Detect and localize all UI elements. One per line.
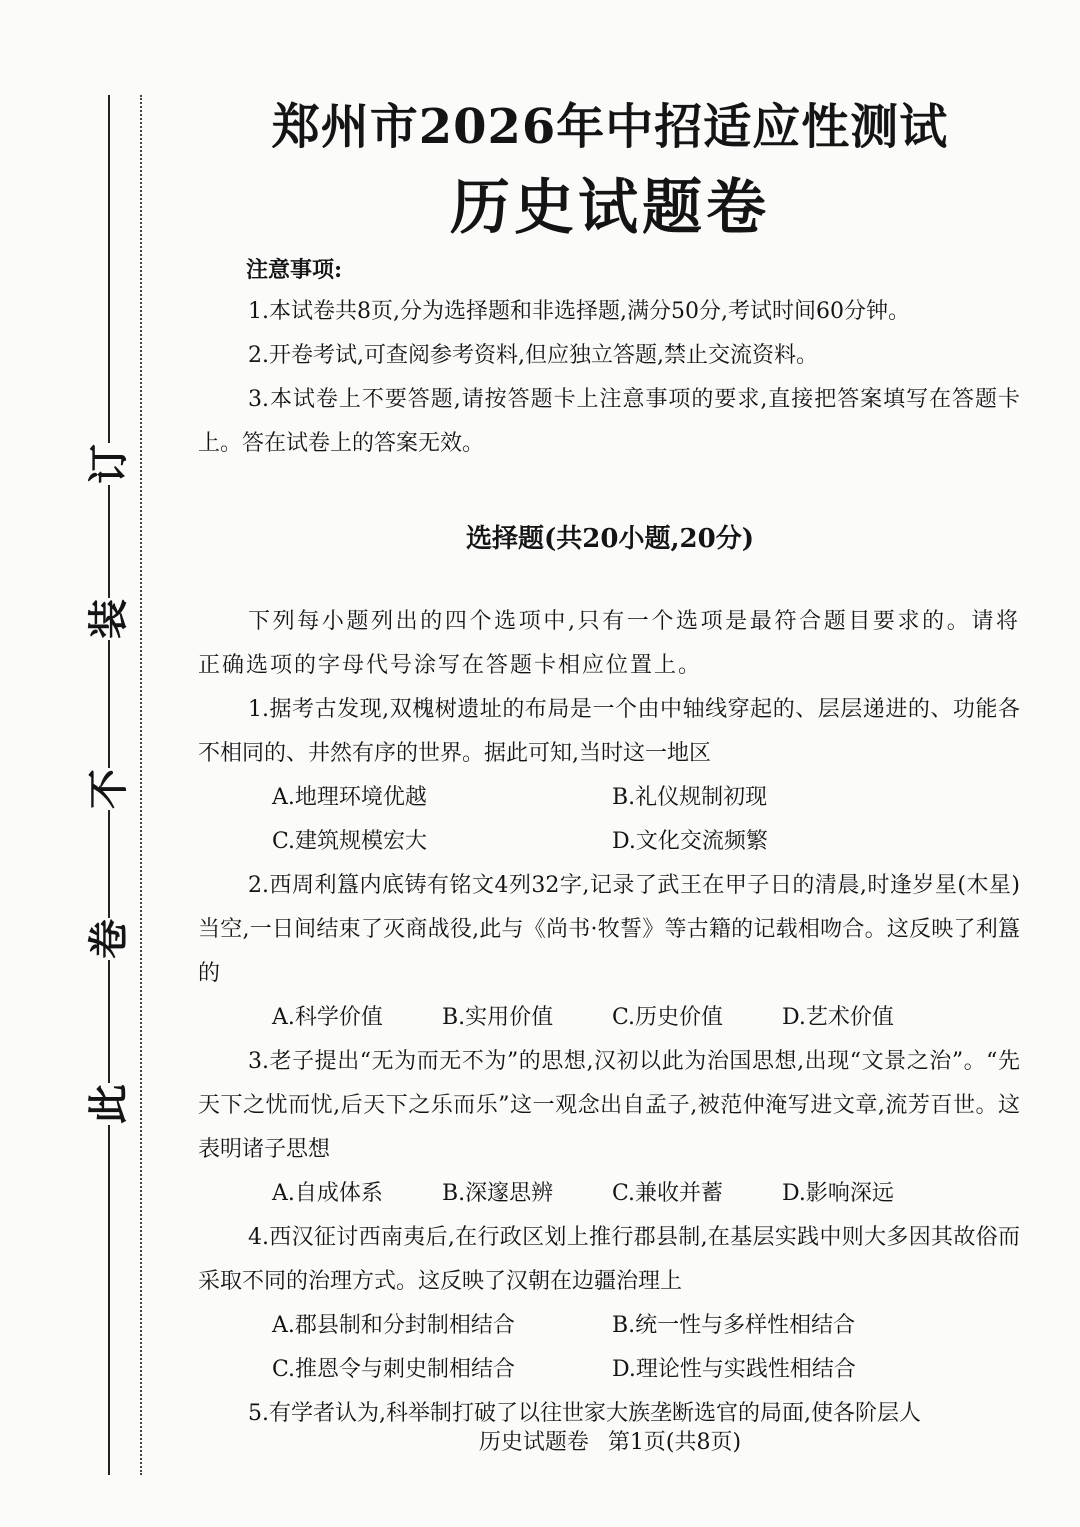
notice-item: 3.本试卷上不要答题,请按答题卡上注意事项的要求,直接把答案填写在答题卡上。答在试卷上的答案无效。: [198, 387, 1020, 456]
notice-item: 2.开卷考试,可查阅参考资料,但应独立答题,禁止交流资料。: [248, 343, 818, 368]
question-stem: 3.老子提出“无为而无不为”的思想,汉初以此为治国思想,出现“文景之治”。“先天下之忧而忧,后天下之乐而乐”这一观念出自孟子,被范仲淹写进文章,流芳百世。这表明诸子思想: [198, 1049, 1020, 1162]
binding-char: 订: [85, 444, 132, 484]
footer-exam-name: 历史试题卷: [478, 1430, 589, 1455]
question-options: [198, 1172, 1020, 1216]
question-options: [198, 776, 1020, 864]
option: C.兼收并蓄: [612, 1181, 724, 1206]
option: B.统一性与多样性相结合: [612, 1313, 856, 1338]
option: C.建筑规模宏大: [272, 829, 428, 854]
option: B.实用价值: [442, 1005, 554, 1030]
option: A.自成体系: [272, 1181, 383, 1206]
question-stem: 4.西汉征讨西南夷后,在行政区划上推行郡县制,在基层实践中则大多因其故俗而采取不同的治理方式。这反映了汉朝在边疆治理上: [198, 1225, 1020, 1294]
binding-dotted-line: [140, 95, 142, 1475]
question-stem: 5.有学者认为,科举制打破了以往世家大族垄断选官的局面,使各阶层人: [248, 1401, 921, 1426]
option: A.地理环境优越: [272, 785, 427, 810]
section-instruction: 下列每小题列出的四个选项中,只有一个选项是最符合题目要求的。请将正确选项的字母代号涂写在答题卡相应位置上。: [198, 609, 1020, 678]
option: C.历史价值: [612, 1005, 724, 1030]
option: B.礼仪规制初现: [612, 785, 768, 810]
notice-item: 1.本试卷共8页,分为选择题和非选择题,满分50分,考试时间60分钟。: [248, 299, 910, 324]
question-stem: 1.据考古发现,双槐树遗址的布局是一个由中轴线穿起的、层层递进的、功能各不相同的、井然有序的世界。据此可知,当时这一地区: [198, 697, 1020, 766]
option: D.理论性与实践性相结合: [612, 1357, 856, 1382]
question-options: [198, 1304, 1020, 1392]
binding-char: 不: [85, 769, 132, 809]
option: D.文化交流频繁: [612, 829, 768, 854]
footer-page-number: 第1页(共8页): [607, 1430, 742, 1455]
option: C.推恩令与刺史制相结合: [272, 1357, 516, 1382]
notice-heading: 注意事项:: [246, 257, 343, 283]
option: A.科学价值: [272, 1005, 383, 1030]
option: D.影响深远: [782, 1181, 894, 1206]
page-footer: [200, 1425, 1020, 1456]
option: A.郡县制和分封制相结合: [272, 1313, 515, 1338]
option: B.深邃思辨: [442, 1181, 554, 1206]
question-options: [198, 996, 1020, 1040]
section-title: 选择题(共20小题,20分): [465, 524, 755, 554]
binding-char: 此: [85, 1084, 132, 1124]
binding-margin: [80, 95, 140, 1475]
option: D.艺术价值: [782, 1005, 894, 1030]
question-stem: 2.西周利簋内底铸有铭文4列32字,记录了武王在甲子日的清晨,时逢岁星(木星)当空,一日间结束了灭商战役,此与《尚书·牧誓》等古籍的记载相吻合。这反映了利簋的: [198, 873, 1020, 986]
question-list: [198, 600, 1020, 1436]
binding-char: 装: [85, 599, 132, 639]
exam-subtitle: 历史试题卷: [450, 173, 770, 243]
exam-title: 郑州市2026年中招适应性测试: [271, 99, 949, 155]
binding-char: 卷: [85, 919, 132, 959]
notice-section: [198, 250, 1020, 466]
